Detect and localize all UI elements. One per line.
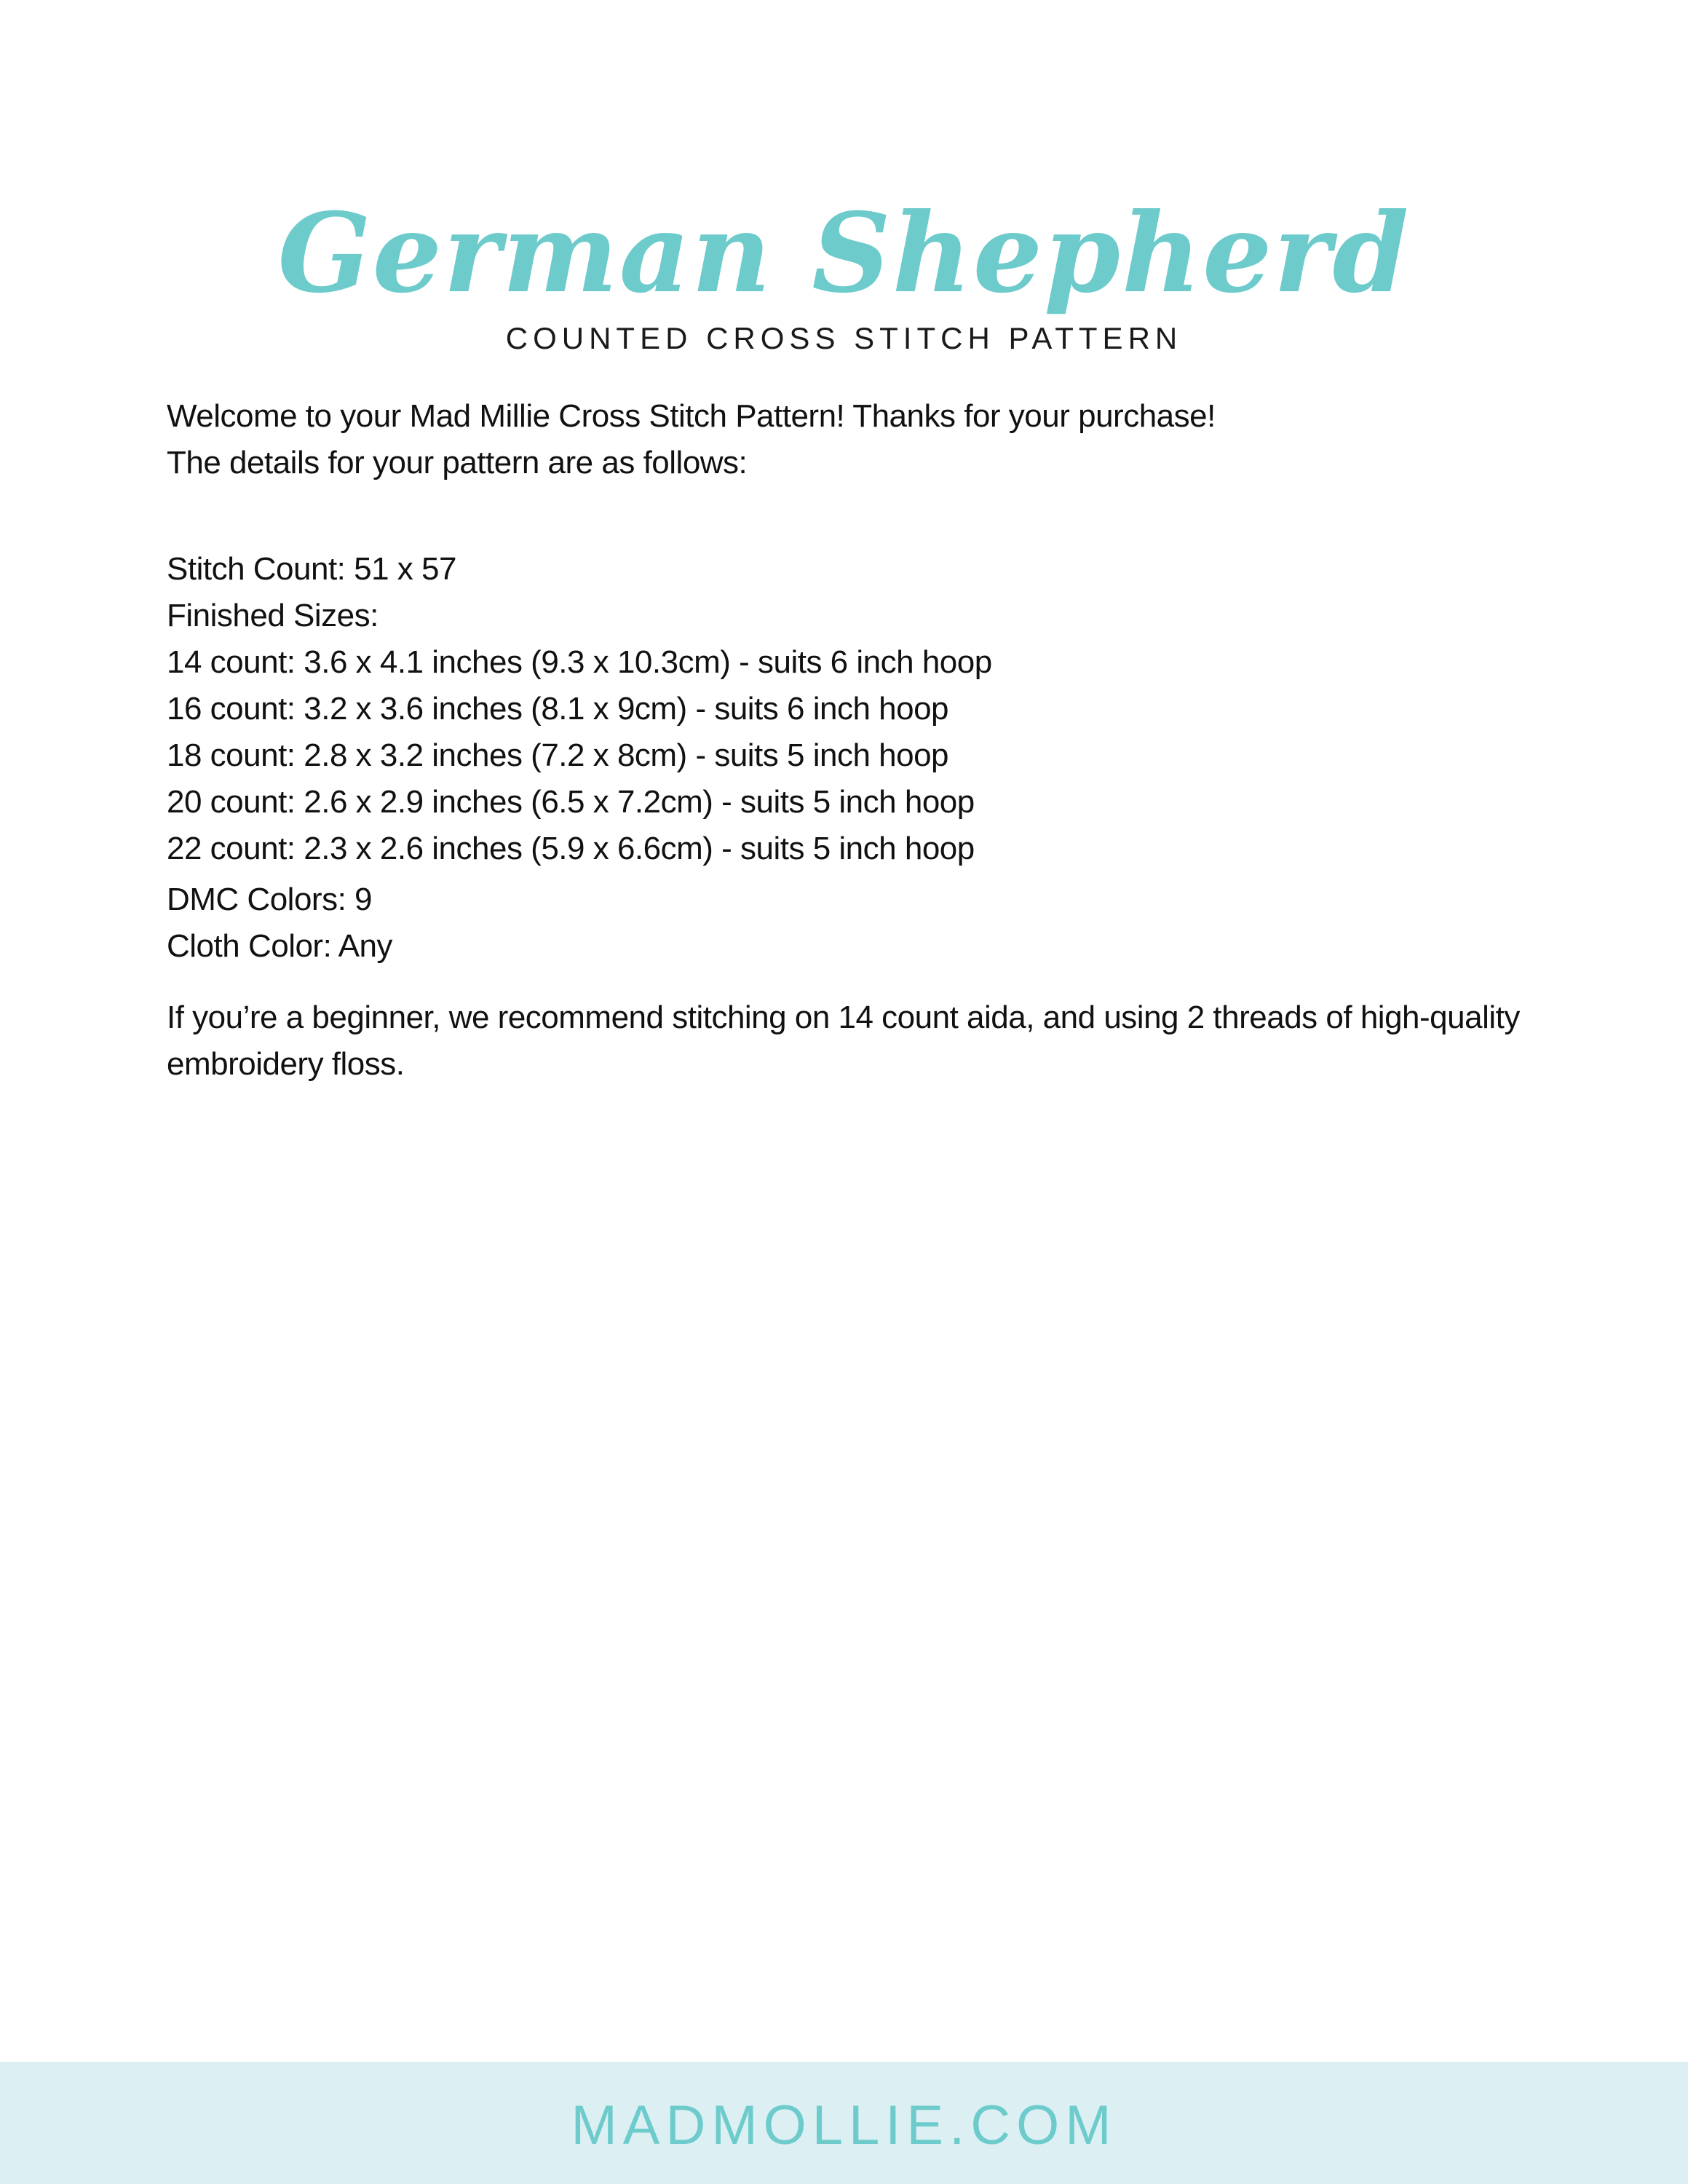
cloth-color: Cloth Color: Any <box>167 928 392 964</box>
pattern-details <box>167 393 1535 1088</box>
footer-band <box>0 2062 1688 2184</box>
dmc-colors: DMC Colors: 9 <box>167 882 372 917</box>
spacer <box>167 486 1535 546</box>
page-subtitle: COUNTED CROSS STITCH PATTERN <box>505 321 1183 355</box>
size-16-count: 16 count: 3.2 x 3.6 inches (8.1 x 9cm) - suits 6 inch hoop <box>167 691 949 727</box>
intro-line-1: Welcome to your Mad Millie Cross Stitch Pattern! Thanks for your purchase! <box>167 398 1216 434</box>
finished-sizes-label: Finished Sizes: <box>167 598 379 633</box>
size-14-count: 14 count: 3.6 x 4.1 inches (9.3 x 10.3cm) - suits 6 inch hoop <box>167 644 992 680</box>
intro-line-2: The details for your pattern are as follows: <box>167 445 748 480</box>
size-20-count: 20 count: 2.6 x 2.9 inches (6.5 x 7.2cm) - suits 5 inch hoop <box>167 784 975 820</box>
spacer <box>167 970 1535 994</box>
website-link[interactable]: MADMOLLIE.COM <box>571 2094 1117 2156</box>
page-title: German Shepherd <box>277 189 1411 317</box>
size-18-count: 18 count: 2.8 x 3.2 inches (7.2 x 8cm) - suits 5 inch hoop <box>167 737 949 773</box>
beginner-advice: If you’re a beginner, we recommend stitching on 14 count aida, and using 2 threads of high-quality embroidery floss. <box>167 1000 1520 1082</box>
stitch-count: Stitch Count: 51 x 57 <box>167 551 456 587</box>
size-22-count: 22 count: 2.3 x 2.6 inches (5.9 x 6.6cm) - suits 5 inch hoop <box>167 831 975 866</box>
